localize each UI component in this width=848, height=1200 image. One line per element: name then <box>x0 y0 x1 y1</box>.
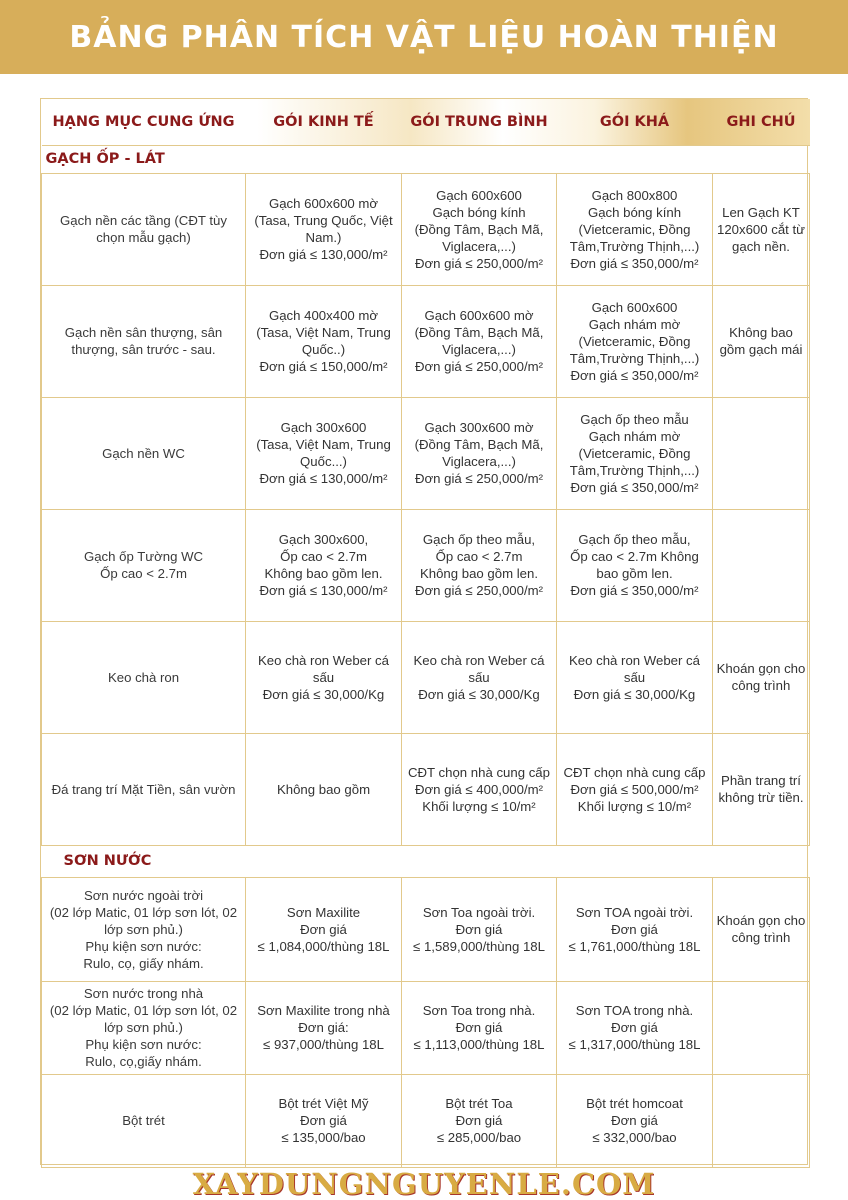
cell-medium: Sơn Toa ngoài trời. Đơn giá ≤ 1,589,000/thùng 18L <box>402 877 557 981</box>
cell-good: Gạch ốp theo mẫu Gạch nhám mờ (Vietceramic, Đồng Tâm,Trường Thịnh,...) Đơn giá ≤ 350,000/m² <box>557 397 713 509</box>
table-row <box>42 981 810 1074</box>
cell-economy: Gạch 400x400 mờ (Tasa, Việt Nam, Trung Quốc..) Đơn giá ≤ 150,000/m² <box>246 285 402 397</box>
cell-good: Gạch ốp theo mẫu, Ốp cao < 2.7m Không bao gồm len. Đơn giá ≤ 350,000/m² <box>557 509 713 621</box>
cell-item: Gạch ốp Tường WC Ốp cao < 2.7m <box>42 509 246 621</box>
cell-item: Gạch nền WC <box>42 397 246 509</box>
header-medium: GÓI TRUNG BÌNH <box>402 99 557 145</box>
cell-economy: Keo chà ron Weber cá sấu Đơn giá ≤ 30,000/Kg <box>246 621 402 733</box>
cell-item: Gạch nền các tầng (CĐT tùy chọn mẫu gạch) <box>42 173 246 285</box>
table-row <box>42 733 810 845</box>
cell-item: Đá trang trí Mặt Tiền, sân vườn <box>42 733 246 845</box>
title-banner <box>0 0 848 74</box>
cell-note: Len Gạch KT 120x600 cắt từ gạch nền. <box>713 173 810 285</box>
cell-economy: Gạch 300x600 (Tasa, Việt Nam, Trung Quốc...) Đơn giá ≤ 130,000/m² <box>246 397 402 509</box>
cell-good: Sơn TOA ngoài trời. Đơn giá ≤ 1,761,000/thùng 18L <box>557 877 713 981</box>
cell-note: Khoán gọn cho công trình <box>713 877 810 981</box>
cell-economy: Sơn Maxilite Đơn giá ≤ 1,084,000/thùng 18L <box>246 877 402 981</box>
cell-medium: CĐT chọn nhà cung cấp Đơn giá ≤ 400,000/m² Khối lượng ≤ 10/m² <box>402 733 557 845</box>
cell-economy: Bột trét Việt Mỹ Đơn giá ≤ 135,000/bao <box>246 1074 402 1167</box>
cell-good: Keo chà ron Weber cá sấu Đơn giá ≤ 30,000/Kg <box>557 621 713 733</box>
cell-item: Keo chà ron <box>42 621 246 733</box>
cell-medium: Gạch 300x600 mờ (Đồng Tâm, Bạch Mã, Viglacera,...) Đơn giá ≤ 250,000/m² <box>402 397 557 509</box>
cell-economy: Sơn Maxilite trong nhà Đơn giá: ≤ 937,000/thùng 18L <box>246 981 402 1074</box>
section-title-paint: SƠN NƯỚC <box>42 845 810 877</box>
table-row <box>42 877 810 981</box>
cell-economy: Gạch 300x600, Ốp cao < 2.7m Không bao gồm len. Đơn giá ≤ 130,000/m² <box>246 509 402 621</box>
table-row <box>42 1074 810 1167</box>
cell-medium: Keo chà ron Weber cá sấu Đơn giá ≤ 30,000/Kg <box>402 621 557 733</box>
cell-medium: Sơn Toa trong nhà. Đơn giá ≤ 1,113,000/thùng 18L <box>402 981 557 1074</box>
cell-good: Gạch 600x600 Gạch nhám mờ (Vietceramic, Đồng Tâm,Trường Thịnh,...) Đơn giá ≤ 350,000/m² <box>557 285 713 397</box>
page-title: BẢNG PHÂN TÍCH VẬT LIỆU HOÀN THIỆN <box>69 19 779 55</box>
cell-good: CĐT chọn nhà cung cấp Đơn giá ≤ 500,000/m² Khối lượng ≤ 10/m² <box>557 733 713 845</box>
cell-item: Sơn nước trong nhà (02 lớp Matic, 01 lớp sơn lót, 02 lớp sơn phủ.) Phụ kiện sơn nước: Rulo, cọ,giấy nhám. <box>42 981 246 1074</box>
table-row <box>42 621 810 733</box>
cell-note <box>713 1074 810 1167</box>
cell-item: Gạch nền sân thượng, sân thượng, sân trước - sau. <box>42 285 246 397</box>
cell-note: Khoán gọn cho công trình <box>713 621 810 733</box>
header-note: GHI CHÚ <box>713 99 810 145</box>
cell-note <box>713 981 810 1074</box>
section-title-tiles: GẠCH ỐP - LÁT <box>42 145 810 173</box>
cell-item: Sơn nước ngoài trời (02 lớp Matic, 01 lớp sơn lót, 02 lớp sơn phủ.) Phụ kiện sơn nước: Rulo, cọ, giấy nhám. <box>42 877 246 981</box>
table-row <box>42 173 810 285</box>
header-economy: GÓI KINH TẾ <box>246 99 402 145</box>
table-row <box>42 397 810 509</box>
cell-medium: Gạch ốp theo mẫu, Ốp cao < 2.7m Không bao gồm len. Đơn giá ≤ 250,000/m² <box>402 509 557 621</box>
table-header-row <box>42 99 810 145</box>
cell-medium: Gạch 600x600 mờ (Đồng Tâm, Bạch Mã, Viglacera,...) Đơn giá ≤ 250,000/m² <box>402 285 557 397</box>
section-row <box>42 145 810 173</box>
cell-economy: Không bao gồm <box>246 733 402 845</box>
cell-note: Không bao gồm gạch mái <box>713 285 810 397</box>
cell-item: Bột trét <box>42 1074 246 1167</box>
table-row <box>42 509 810 621</box>
cell-economy: Gạch 600x600 mờ (Tasa, Trung Quốc, Việt Nam.) Đơn giá ≤ 130,000/m² <box>246 173 402 285</box>
materials-table <box>40 98 808 1165</box>
cell-good: Bột trét homcoat Đơn giá ≤ 332,000/bao <box>557 1074 713 1167</box>
cell-good: Gạch 800x800 Gạch bóng kính (Vietceramic, Đồng Tâm,Trường Thịnh,...) Đơn giá ≤ 350,000/m² <box>557 173 713 285</box>
cell-note <box>713 509 810 621</box>
header-item: HẠNG MỤC CUNG ỨNG <box>42 99 246 145</box>
site-logo[interactable]: XAYDUNGNGUYENLE.COM <box>192 1167 656 1200</box>
table-row <box>42 285 810 397</box>
cell-note <box>713 397 810 509</box>
section-row <box>42 845 810 877</box>
cell-medium: Gạch 600x600 Gạch bóng kính (Đồng Tâm, Bạch Mã, Viglacera,...) Đơn giá ≤ 250,000/m² <box>402 173 557 285</box>
cell-medium: Bột trét Toa Đơn giá ≤ 285,000/bao <box>402 1074 557 1167</box>
cell-good: Sơn TOA trong nhà. Đơn giá ≤ 1,317,000/thùng 18L <box>557 981 713 1074</box>
cell-note: Phần trang trí không trừ tiền. <box>713 733 810 845</box>
header-good: GÓI KHÁ <box>557 99 713 145</box>
